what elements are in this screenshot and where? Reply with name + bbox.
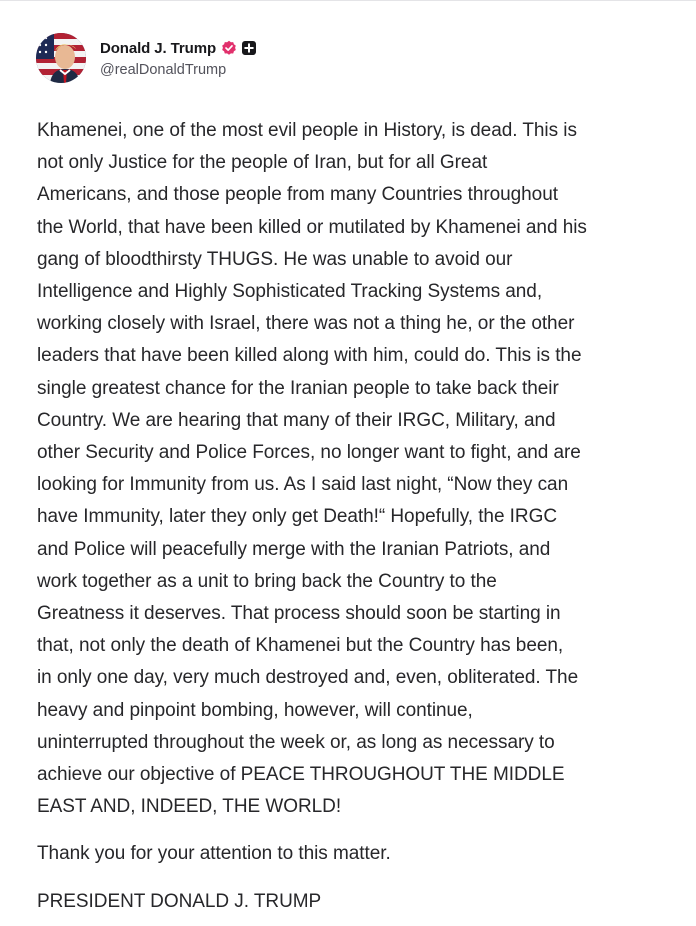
verified-check-icon	[221, 40, 237, 56]
post-header	[36, 33, 257, 83]
avatar-image	[36, 33, 86, 83]
plus-square-icon	[241, 40, 257, 56]
avatar[interactable]	[36, 33, 86, 83]
post-paragraph-main: Khamenei, one of the most evil people in History, is dead. This is not only Justice for the people of Iran, but for all Great Americans, and those people from many Countries throughout the World, that have been killed or mutilated by Khamenei and his gang of bloodthirsty THUGS. He was unable to avoid our Intelligence and Highly Sophisticated Tracking Systems and, working closely with Israel, there was not a thing he, or the other leaders that have been killed along with him, could do. This is the single greatest chance for the Iranian people to take back their Country. We are hearing that many of their IRGC, Military, and other Security and Police Forces, no longer want to fight, and are looking for Immunity from us. As I said last night, “Now they can have Immunity, later they only get Death!“ Hopefully, the IRGC and Police will peacefully merge with the Iranian Patriots, and work together as a unit to bring back the Country to the Greatness it deserves. That process should soon be starting in that, not only the death of Khamenei but the Country has been, in only one day, very much destroyed and, even, obliterated. The heavy and pinpoint bombing, however, will continue, uninterrupted throughout the week or, as long as necessary to achieve our objective of PEACE THROUGHOUT THE MIDDLE EAST AND, INDEED, THE WORLD!	[37, 120, 587, 818]
display-name[interactable]: Donald J. Trump	[100, 39, 217, 57]
name-row	[100, 38, 257, 58]
user-handle[interactable]: @realDonaldTrump	[100, 62, 227, 78]
post-body	[37, 115, 685, 918]
post-paragraph-thanks: Thank you for your attention to this matter.	[37, 843, 391, 865]
post-paragraph-signature: PRESIDENT DONALD J. TRUMP	[37, 890, 322, 912]
author-block	[100, 38, 257, 78]
